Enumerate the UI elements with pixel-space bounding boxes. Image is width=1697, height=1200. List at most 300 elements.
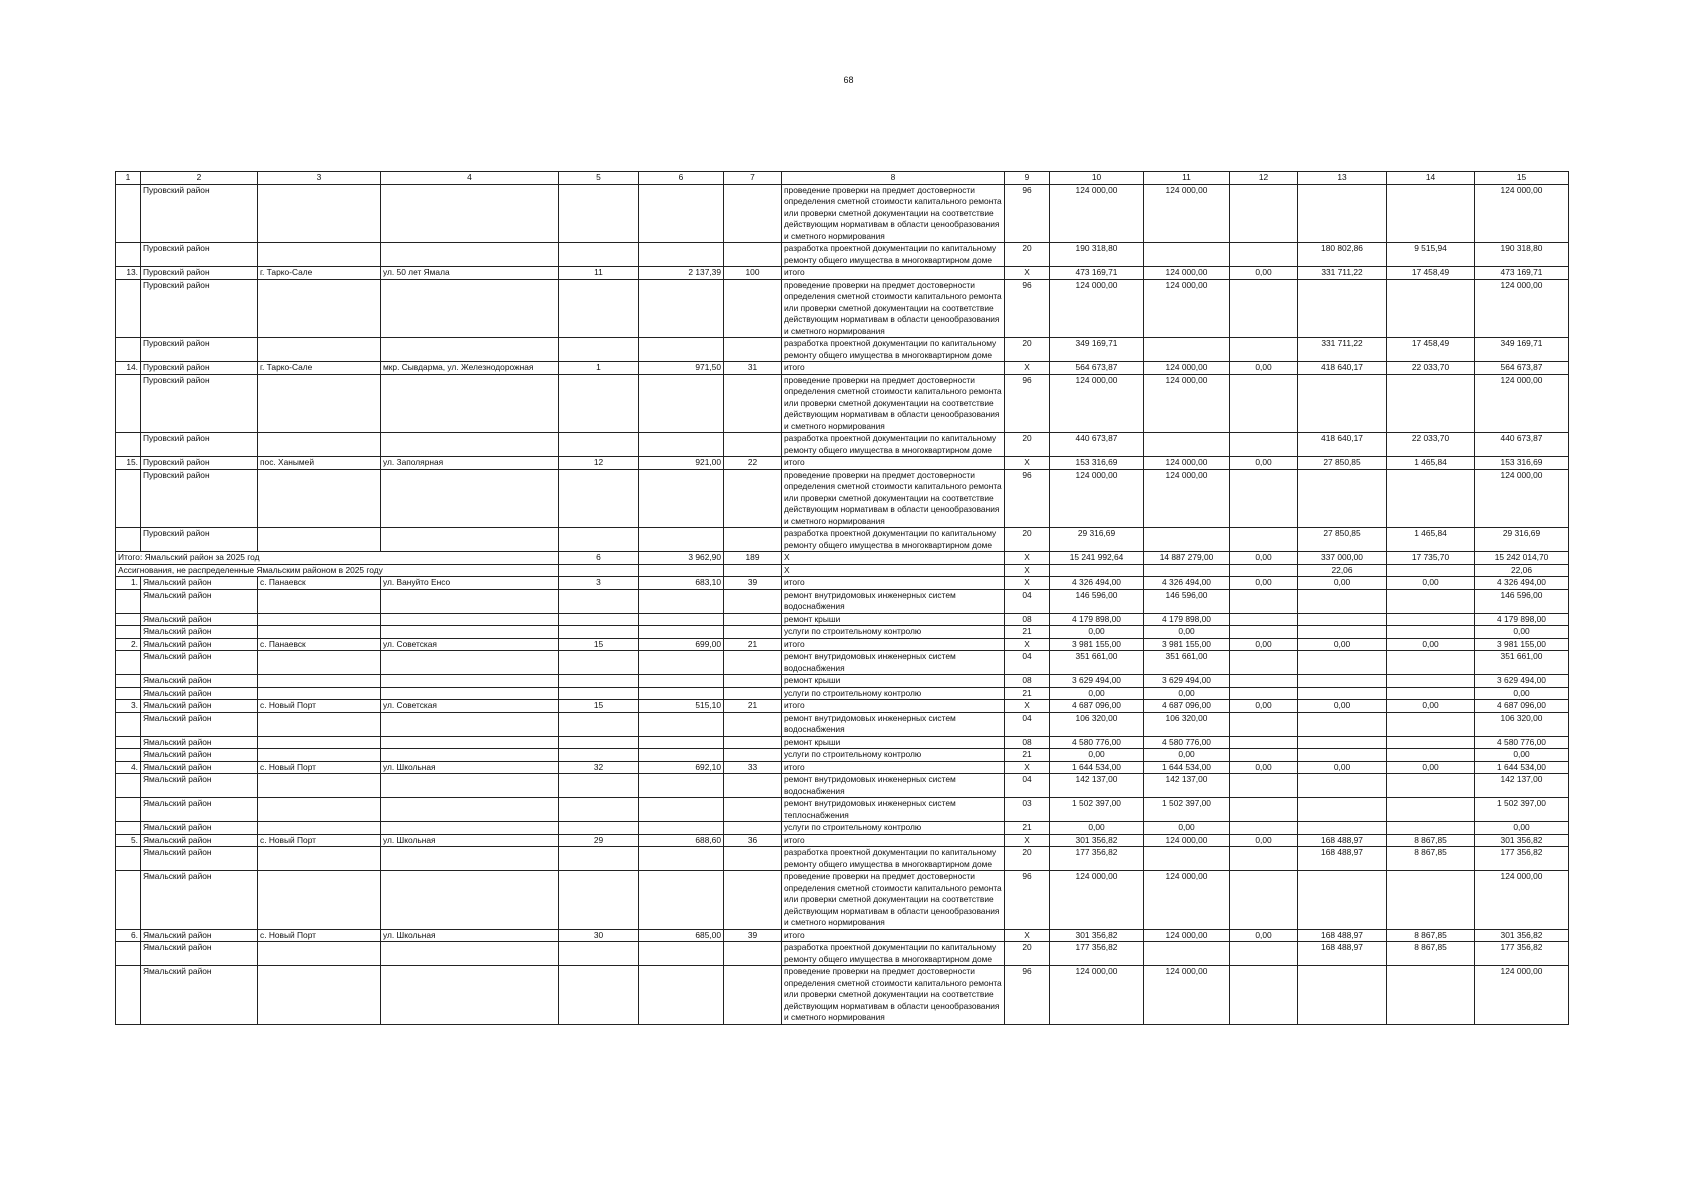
- cell-street: ул. Школьная: [381, 929, 559, 942]
- cell-work-type: Х: [782, 552, 1005, 565]
- cell-work-code: Х: [1005, 552, 1050, 565]
- cell-residents: 189: [724, 552, 782, 565]
- cell-total-cost: 177 356,82: [1050, 847, 1144, 871]
- cell-district: Ямальский район: [141, 589, 258, 613]
- cell-work-code: 20: [1005, 338, 1050, 362]
- cell-budget-cost: [1230, 871, 1298, 930]
- cell-local-cost: 1 465,84: [1387, 528, 1475, 552]
- cell-total-sum: 349 169,71: [1475, 338, 1569, 362]
- cell-house-number: 32: [559, 761, 639, 774]
- cell-regional-cost: 180 802,86: [1298, 243, 1387, 267]
- cell-work-type: проведение проверки на предмет достоверности определения сметной стоимости капитального ремонта или проверки сметной документации на соответствие действующим нормативам в области ценообразования и сметного нормирования: [782, 871, 1005, 930]
- cell-row-number: [116, 871, 141, 930]
- cell-work-type: услуги по строительному контролю: [782, 687, 1005, 700]
- cell-fund-cost: 124 000,00: [1144, 267, 1230, 280]
- cell-local-cost: 0,00: [1387, 638, 1475, 651]
- cell-district: Ямальский район: [141, 834, 258, 847]
- header-col-13: 13: [1298, 172, 1387, 185]
- cell-area: [639, 613, 724, 626]
- cell-regional-cost: 0,00: [1298, 700, 1387, 713]
- table-row: [116, 279, 1569, 338]
- cell-regional-cost: [1298, 279, 1387, 338]
- table-row: [116, 338, 1569, 362]
- cell-street: ул. Советская: [381, 700, 559, 713]
- cell-row-number: 5.: [116, 834, 141, 847]
- cell-budget-cost: [1230, 687, 1298, 700]
- cell-residents: [724, 675, 782, 688]
- cell-street: [381, 433, 559, 457]
- cell-residents: [724, 374, 782, 433]
- cell-total-cost: 124 000,00: [1050, 184, 1144, 243]
- header-col-7: 7: [724, 172, 782, 185]
- cell-street: ул. Школьная: [381, 834, 559, 847]
- cell-total-cost: 124 000,00: [1050, 374, 1144, 433]
- cell-district: Ямальский район: [141, 626, 258, 639]
- cell-regional-cost: 168 488,97: [1298, 942, 1387, 966]
- cell-street: [381, 338, 559, 362]
- cell-residents: [724, 687, 782, 700]
- cell-total-sum: 106 320,00: [1475, 712, 1569, 736]
- cell-local-cost: [1387, 613, 1475, 626]
- cell-street: [381, 966, 559, 1025]
- cell-district: Ямальский район: [141, 822, 258, 835]
- cell-budget-cost: [1230, 374, 1298, 433]
- cell-house-number: [559, 736, 639, 749]
- total-row: [116, 564, 1569, 577]
- cell-residents: [724, 749, 782, 762]
- cell-work-type: ремонт внутридомовых инженерных систем водоснабжения: [782, 774, 1005, 798]
- cell-regional-cost: 0,00: [1298, 638, 1387, 651]
- cell-work-type: ремонт внутридомовых инженерных систем теплоснабжения: [782, 798, 1005, 822]
- cell-settlement: [258, 651, 381, 675]
- cell-area: [639, 243, 724, 267]
- cell-total-sum: 29 316,69: [1475, 528, 1569, 552]
- cell-local-cost: [1387, 589, 1475, 613]
- cell-work-code: Х: [1005, 700, 1050, 713]
- cell-district: Пуровский район: [141, 469, 258, 528]
- cell-work-type: услуги по строительному контролю: [782, 749, 1005, 762]
- cell-residents: 33: [724, 761, 782, 774]
- cell-street: [381, 651, 559, 675]
- table-row: [116, 651, 1569, 675]
- cell-house-number: 30: [559, 929, 639, 942]
- cell-total-cost: 440 673,87: [1050, 433, 1144, 457]
- cell-house-number: [559, 798, 639, 822]
- cell-settlement: [258, 712, 381, 736]
- cell-house-number: [559, 651, 639, 675]
- cell-settlement: [258, 469, 381, 528]
- header-col-3: 3: [258, 172, 381, 185]
- cell-residents: [724, 651, 782, 675]
- cell-fund-cost: 4 687 096,00: [1144, 700, 1230, 713]
- cell-budget-cost: [1230, 626, 1298, 639]
- cell-work-type: проведение проверки на предмет достоверности определения сметной стоимости капитального ремонта или проверки сметной документации на соответствие действующим нормативам в области ценообразования и сметного нормирования: [782, 184, 1005, 243]
- cell-residents: [724, 564, 782, 577]
- cell-district: Пуровский район: [141, 374, 258, 433]
- cell-total-sum: 4 179 898,00: [1475, 613, 1569, 626]
- cell-work-type: ремонт внутридомовых инженерных систем водоснабжения: [782, 589, 1005, 613]
- total-label: Ассигнования, не распределенные Ямальским районом в 2025 году: [116, 564, 559, 577]
- cell-budget-cost: [1230, 564, 1298, 577]
- cell-residents: [724, 338, 782, 362]
- cell-regional-cost: 0,00: [1298, 761, 1387, 774]
- cell-row-number: 4.: [116, 761, 141, 774]
- cell-settlement: [258, 871, 381, 930]
- cell-local-cost: 8 867,85: [1387, 942, 1475, 966]
- cell-district: Ямальский район: [141, 687, 258, 700]
- cell-total-cost: 4 687 096,00: [1050, 700, 1144, 713]
- cell-area: [639, 942, 724, 966]
- cell-budget-cost: 0,00: [1230, 929, 1298, 942]
- cell-residents: [724, 243, 782, 267]
- cell-total-sum: 351 661,00: [1475, 651, 1569, 675]
- cell-budget-cost: [1230, 675, 1298, 688]
- table-row: [116, 834, 1569, 847]
- header-col-12: 12: [1230, 172, 1298, 185]
- cell-house-number: [559, 433, 639, 457]
- cell-local-cost: [1387, 798, 1475, 822]
- cell-regional-cost: 418 640,17: [1298, 433, 1387, 457]
- cell-work-code: 96: [1005, 184, 1050, 243]
- cell-street: [381, 675, 559, 688]
- cell-total-sum: 473 169,71: [1475, 267, 1569, 280]
- cell-street: [381, 871, 559, 930]
- cell-district: Ямальский район: [141, 577, 258, 590]
- cell-settlement: [258, 338, 381, 362]
- cell-street: [381, 847, 559, 871]
- cell-residents: 100: [724, 267, 782, 280]
- cell-work-type: проведение проверки на предмет достоверности определения сметной стоимости капитального ремонта или проверки сметной документации на соответствие действующим нормативам в области ценообразования и сметного нормирования: [782, 374, 1005, 433]
- cell-work-code: 21: [1005, 749, 1050, 762]
- cell-total-sum: 124 000,00: [1475, 374, 1569, 433]
- cell-row-number: [116, 749, 141, 762]
- cell-local-cost: 0,00: [1387, 700, 1475, 713]
- cell-house-number: 11: [559, 267, 639, 280]
- cell-budget-cost: [1230, 847, 1298, 871]
- cell-area: [639, 469, 724, 528]
- cell-house-number: [559, 626, 639, 639]
- cell-row-number: 1.: [116, 577, 141, 590]
- cell-regional-cost: [1298, 589, 1387, 613]
- cell-settlement: пос. Ханымей: [258, 457, 381, 470]
- cell-fund-cost: 4 179 898,00: [1144, 613, 1230, 626]
- cell-local-cost: [1387, 871, 1475, 930]
- table-row: [116, 871, 1569, 930]
- table-row: [116, 798, 1569, 822]
- total-row: [116, 552, 1569, 565]
- cell-total-cost: 349 169,71: [1050, 338, 1144, 362]
- cell-settlement: [258, 687, 381, 700]
- cell-settlement: с. Новый Порт: [258, 761, 381, 774]
- cell-fund-cost: 124 000,00: [1144, 929, 1230, 942]
- cell-budget-cost: 0,00: [1230, 267, 1298, 280]
- cell-budget-cost: [1230, 774, 1298, 798]
- cell-budget-cost: [1230, 528, 1298, 552]
- cell-settlement: [258, 626, 381, 639]
- cell-settlement: [258, 847, 381, 871]
- cell-total-cost: 146 596,00: [1050, 589, 1144, 613]
- table-row: [116, 675, 1569, 688]
- cell-total-cost: 301 356,82: [1050, 834, 1144, 847]
- cell-local-cost: [1387, 749, 1475, 762]
- cell-local-cost: 17 735,70: [1387, 552, 1475, 565]
- cell-fund-cost: 14 887 279,00: [1144, 552, 1230, 565]
- cell-row-number: [116, 433, 141, 457]
- cell-house-number: [559, 184, 639, 243]
- cell-total-sum: 124 000,00: [1475, 279, 1569, 338]
- cell-district: Ямальский район: [141, 966, 258, 1025]
- cell-total-sum: 0,00: [1475, 749, 1569, 762]
- cell-work-code: 03: [1005, 798, 1050, 822]
- cell-settlement: г. Тарко-Сале: [258, 362, 381, 375]
- cell-street: [381, 279, 559, 338]
- cell-budget-cost: [1230, 184, 1298, 243]
- cell-regional-cost: 331 711,22: [1298, 338, 1387, 362]
- cell-fund-cost: [1144, 433, 1230, 457]
- cell-fund-cost: [1144, 847, 1230, 871]
- cell-district: Ямальский район: [141, 774, 258, 798]
- cell-settlement: [258, 798, 381, 822]
- cell-work-type: разработка проектной документации по капитальному ремонту общего имущества в многоквартирном доме: [782, 243, 1005, 267]
- table-row: [116, 362, 1569, 375]
- cell-budget-cost: [1230, 469, 1298, 528]
- cell-work-type: итого: [782, 457, 1005, 470]
- cell-district: Пуровский район: [141, 338, 258, 362]
- cell-area: 699,00: [639, 638, 724, 651]
- cell-fund-cost: 0,00: [1144, 626, 1230, 639]
- cell-total-cost: 177 356,82: [1050, 942, 1144, 966]
- cell-street: ул. 50 лет Ямала: [381, 267, 559, 280]
- cell-work-type: Х: [782, 564, 1005, 577]
- cell-total-cost: 124 000,00: [1050, 871, 1144, 930]
- cell-row-number: [116, 966, 141, 1025]
- cell-work-code: 04: [1005, 589, 1050, 613]
- cell-local-cost: 17 458,49: [1387, 267, 1475, 280]
- cell-row-number: 3.: [116, 700, 141, 713]
- cell-house-number: [559, 942, 639, 966]
- cell-fund-cost: [1144, 564, 1230, 577]
- cell-work-type: разработка проектной документации по капитальному ремонту общего имущества в многоквартирном доме: [782, 942, 1005, 966]
- cell-fund-cost: 1 502 397,00: [1144, 798, 1230, 822]
- cell-regional-cost: 168 488,97: [1298, 834, 1387, 847]
- cell-residents: 21: [724, 638, 782, 651]
- cell-total-cost: 351 661,00: [1050, 651, 1144, 675]
- cell-area: 685,00: [639, 929, 724, 942]
- cell-house-number: 1: [559, 362, 639, 375]
- cell-total-cost: 15 241 992,64: [1050, 552, 1144, 565]
- header-col-15: 15: [1475, 172, 1569, 185]
- cell-fund-cost: 124 000,00: [1144, 469, 1230, 528]
- cell-total-cost: 0,00: [1050, 822, 1144, 835]
- cell-local-cost: 22 033,70: [1387, 362, 1475, 375]
- cell-street: [381, 749, 559, 762]
- cell-settlement: с. Панаевск: [258, 577, 381, 590]
- cell-area: 683,10: [639, 577, 724, 590]
- cell-area: [639, 871, 724, 930]
- cell-local-cost: [1387, 651, 1475, 675]
- cell-fund-cost: 351 661,00: [1144, 651, 1230, 675]
- cell-fund-cost: 0,00: [1144, 687, 1230, 700]
- cell-total-sum: 3 629 494,00: [1475, 675, 1569, 688]
- cell-street: [381, 687, 559, 700]
- cell-total-sum: 22,06: [1475, 564, 1569, 577]
- cell-street: [381, 942, 559, 966]
- cell-work-code: 20: [1005, 942, 1050, 966]
- cell-work-code: 04: [1005, 712, 1050, 736]
- cell-total-sum: 15 242 014,70: [1475, 552, 1569, 565]
- cell-regional-cost: [1298, 966, 1387, 1025]
- cell-residents: [724, 469, 782, 528]
- cell-residents: 39: [724, 929, 782, 942]
- cell-house-number: [559, 966, 639, 1025]
- cell-residents: [724, 433, 782, 457]
- cell-work-code: 96: [1005, 279, 1050, 338]
- cell-district: Ямальский район: [141, 675, 258, 688]
- cell-total-cost: 3 629 494,00: [1050, 675, 1144, 688]
- cell-house-number: [559, 774, 639, 798]
- table-row: [116, 822, 1569, 835]
- cell-district: Ямальский район: [141, 942, 258, 966]
- header-col-10: 10: [1050, 172, 1144, 185]
- cell-work-type: ремонт внутридомовых инженерных систем водоснабжения: [782, 651, 1005, 675]
- cell-local-cost: [1387, 469, 1475, 528]
- cell-regional-cost: 27 850,85: [1298, 457, 1387, 470]
- cell-residents: 36: [724, 834, 782, 847]
- cell-work-type: услуги по строительному контролю: [782, 626, 1005, 639]
- cell-residents: [724, 966, 782, 1025]
- cell-total-sum: 0,00: [1475, 687, 1569, 700]
- cell-area: [639, 338, 724, 362]
- cell-row-number: [116, 528, 141, 552]
- cell-street: [381, 374, 559, 433]
- cell-district: Ямальский район: [141, 638, 258, 651]
- cell-work-type: итого: [782, 929, 1005, 942]
- cell-work-code: Х: [1005, 457, 1050, 470]
- cell-work-code: 96: [1005, 374, 1050, 433]
- cell-fund-cost: 124 000,00: [1144, 362, 1230, 375]
- cell-settlement: г. Тарко-Сале: [258, 267, 381, 280]
- cell-local-cost: 8 867,85: [1387, 834, 1475, 847]
- cell-regional-cost: [1298, 675, 1387, 688]
- cell-row-number: [116, 469, 141, 528]
- cell-district: Пуровский район: [141, 362, 258, 375]
- cell-house-number: [559, 687, 639, 700]
- cell-total-sum: 124 000,00: [1475, 871, 1569, 930]
- cell-street: [381, 774, 559, 798]
- cell-regional-cost: [1298, 736, 1387, 749]
- cell-residents: [724, 528, 782, 552]
- cell-budget-cost: [1230, 338, 1298, 362]
- cell-house-number: [559, 469, 639, 528]
- cell-work-code: Х: [1005, 834, 1050, 847]
- cell-regional-cost: [1298, 871, 1387, 930]
- cell-local-cost: 0,00: [1387, 761, 1475, 774]
- cell-regional-cost: [1298, 712, 1387, 736]
- cell-row-number: [116, 675, 141, 688]
- table-row: [116, 966, 1569, 1025]
- cell-local-cost: 8 867,85: [1387, 929, 1475, 942]
- cell-house-number: [559, 712, 639, 736]
- cell-area: [639, 687, 724, 700]
- cell-area: [639, 712, 724, 736]
- cell-settlement: [258, 528, 381, 552]
- cell-regional-cost: 418 640,17: [1298, 362, 1387, 375]
- cell-total-cost: 142 137,00: [1050, 774, 1144, 798]
- cell-budget-cost: 0,00: [1230, 552, 1298, 565]
- cell-area: [639, 528, 724, 552]
- cell-row-number: 15.: [116, 457, 141, 470]
- column-number-row: [116, 172, 1569, 185]
- cell-total-cost: 0,00: [1050, 687, 1144, 700]
- cell-fund-cost: 4 326 494,00: [1144, 577, 1230, 590]
- cell-local-cost: [1387, 279, 1475, 338]
- cell-residents: [724, 774, 782, 798]
- cell-work-type: проведение проверки на предмет достоверности определения сметной стоимости капитального ремонта или проверки сметной документации на соответствие действующим нормативам в области ценообразования и сметного нормирования: [782, 966, 1005, 1025]
- cell-residents: [724, 847, 782, 871]
- cell-area: [639, 626, 724, 639]
- cell-work-code: 96: [1005, 871, 1050, 930]
- cell-row-number: [116, 798, 141, 822]
- cell-row-number: [116, 374, 141, 433]
- cell-work-code: 20: [1005, 528, 1050, 552]
- table-row: [116, 626, 1569, 639]
- cell-row-number: 2.: [116, 638, 141, 651]
- cell-total-sum: 0,00: [1475, 822, 1569, 835]
- cell-settlement: с. Новый Порт: [258, 834, 381, 847]
- cell-row-number: [116, 687, 141, 700]
- cell-house-number: [559, 338, 639, 362]
- cell-residents: [724, 279, 782, 338]
- cell-work-type: разработка проектной документации по капитальному ремонту общего имущества в многоквартирном доме: [782, 528, 1005, 552]
- cell-residents: 31: [724, 362, 782, 375]
- cell-total-sum: 124 000,00: [1475, 469, 1569, 528]
- cell-district: Пуровский район: [141, 243, 258, 267]
- cell-house-number: [559, 675, 639, 688]
- cell-regional-cost: 168 488,97: [1298, 847, 1387, 871]
- cell-area: [639, 798, 724, 822]
- cell-total-sum: 4 687 096,00: [1475, 700, 1569, 713]
- cell-fund-cost: 124 000,00: [1144, 184, 1230, 243]
- cell-budget-cost: [1230, 279, 1298, 338]
- header-col-4: 4: [381, 172, 559, 185]
- cell-row-number: 13.: [116, 267, 141, 280]
- cell-settlement: [258, 774, 381, 798]
- cell-total-sum: 153 316,69: [1475, 457, 1569, 470]
- cell-street: [381, 243, 559, 267]
- cell-budget-cost: [1230, 736, 1298, 749]
- cell-budget-cost: 0,00: [1230, 577, 1298, 590]
- total-label: Итого: Ямальский район за 2025 год: [116, 552, 559, 565]
- cell-house-number: 6: [559, 552, 639, 565]
- cell-total-cost: 0,00: [1050, 626, 1144, 639]
- cell-row-number: [116, 338, 141, 362]
- table-row: [116, 433, 1569, 457]
- cell-settlement: [258, 736, 381, 749]
- cell-work-code: 96: [1005, 966, 1050, 1025]
- cell-settlement: с. Новый Порт: [258, 929, 381, 942]
- table-row: [116, 374, 1569, 433]
- cell-area: 921,00: [639, 457, 724, 470]
- cell-area: [639, 279, 724, 338]
- page-number: 68: [843, 75, 854, 85]
- cell-local-cost: [1387, 626, 1475, 639]
- cell-area: 688,60: [639, 834, 724, 847]
- table-row: [116, 929, 1569, 942]
- table-row: [116, 736, 1569, 749]
- cell-total-sum: 564 673,87: [1475, 362, 1569, 375]
- table-row: [116, 184, 1569, 243]
- cell-street: ул. Вануйто Енсо: [381, 577, 559, 590]
